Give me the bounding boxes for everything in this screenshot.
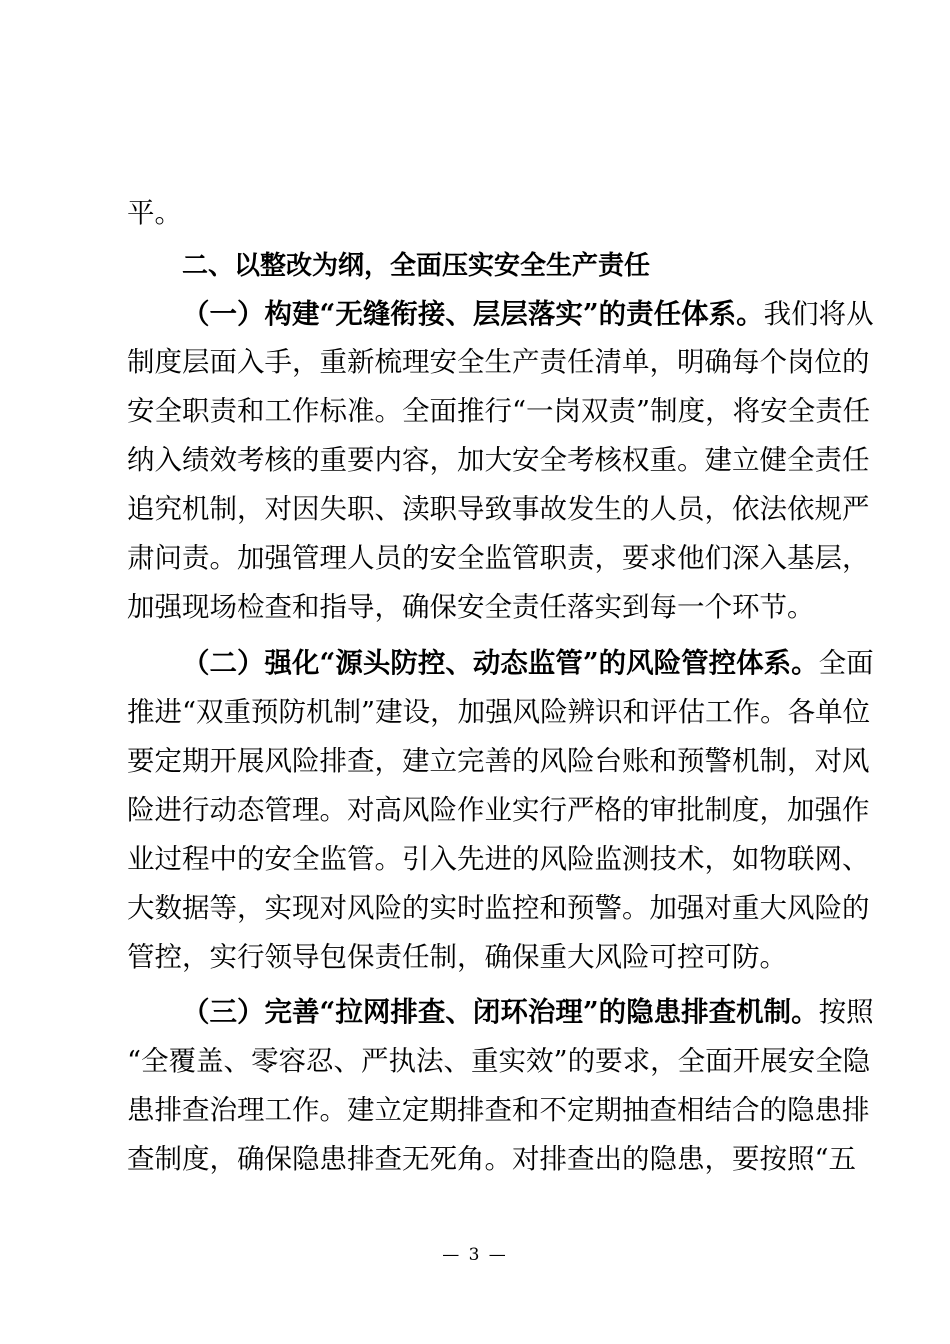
paragraph-first-line: [182, 995, 874, 1029]
text-line: 肃问责。加强管理人员的安全监管职责，要求他们深入基层，: [127, 542, 870, 574]
text-line: 加强现场检查和指导，确保安全责任落实到每一个环节。: [127, 591, 815, 623]
paragraph-first-line: [182, 646, 874, 680]
subsection-title: （一）构建“无缝衔接、层层落实”的责任体系。: [182, 298, 764, 330]
section-heading: 二、以整改为纲，全面压实安全生产责任: [182, 251, 651, 281]
text-line: 查制度，确保隐患排查无死角。对排查出的隐患，要按照“五: [127, 1143, 857, 1175]
text-line: 要定期开展风险排查，建立完善的风险台账和预警机制，对风: [127, 745, 870, 777]
text-line: 患排查治理工作。建立定期排查和不定期抽查相结合的隐患排: [127, 1094, 870, 1126]
text-line: “全覆盖、零容忍、严执法、重实效”的要求，全面开展安全隐: [127, 1045, 871, 1077]
subsection-title: （三）完善“拉网排查、闭环治理”的隐患排查机制。: [182, 996, 819, 1028]
text-line: 制度层面入手，重新梳理安全生产责任清单，明确每个岗位的: [127, 346, 870, 378]
text-line: 推进“双重预防机制”建设，加强风险辨识和评估工作。各单位: [127, 696, 871, 728]
subsection-title: （二）强化“源头防控、动态监管”的风险管控体系。: [182, 647, 819, 679]
text-line: 管控，实行领导包保责任制，确保重大风险可控可防。: [127, 941, 787, 973]
paragraph-first-line: [182, 297, 874, 331]
paragraph-text: 我们将从: [763, 298, 874, 330]
text-line: 追究机制，对因失职、渎职导致事故发生的人员，依法依规严: [127, 493, 870, 525]
page-number: — 3 —: [442, 1245, 508, 1265]
text-line: 纳入绩效考核的重要内容，加大安全考核权重。建立健全责任: [127, 444, 870, 476]
paragraph-text: 按照: [818, 996, 874, 1028]
paragraph-text: 全面: [818, 647, 874, 679]
text-line: 平。: [127, 197, 182, 229]
text-line: 大数据等，实现对风险的实时监控和预警。加强对重大风险的: [127, 892, 870, 924]
text-line: 安全职责和工作标准。全面推行“一岗双责”制度，将安全责任: [127, 395, 871, 427]
text-line: 业过程中的安全监管。引入先进的风险监测技术，如物联网、: [127, 843, 870, 875]
text-line: 险进行动态管理。对高风险作业实行严格的审批制度，加强作: [127, 794, 870, 826]
